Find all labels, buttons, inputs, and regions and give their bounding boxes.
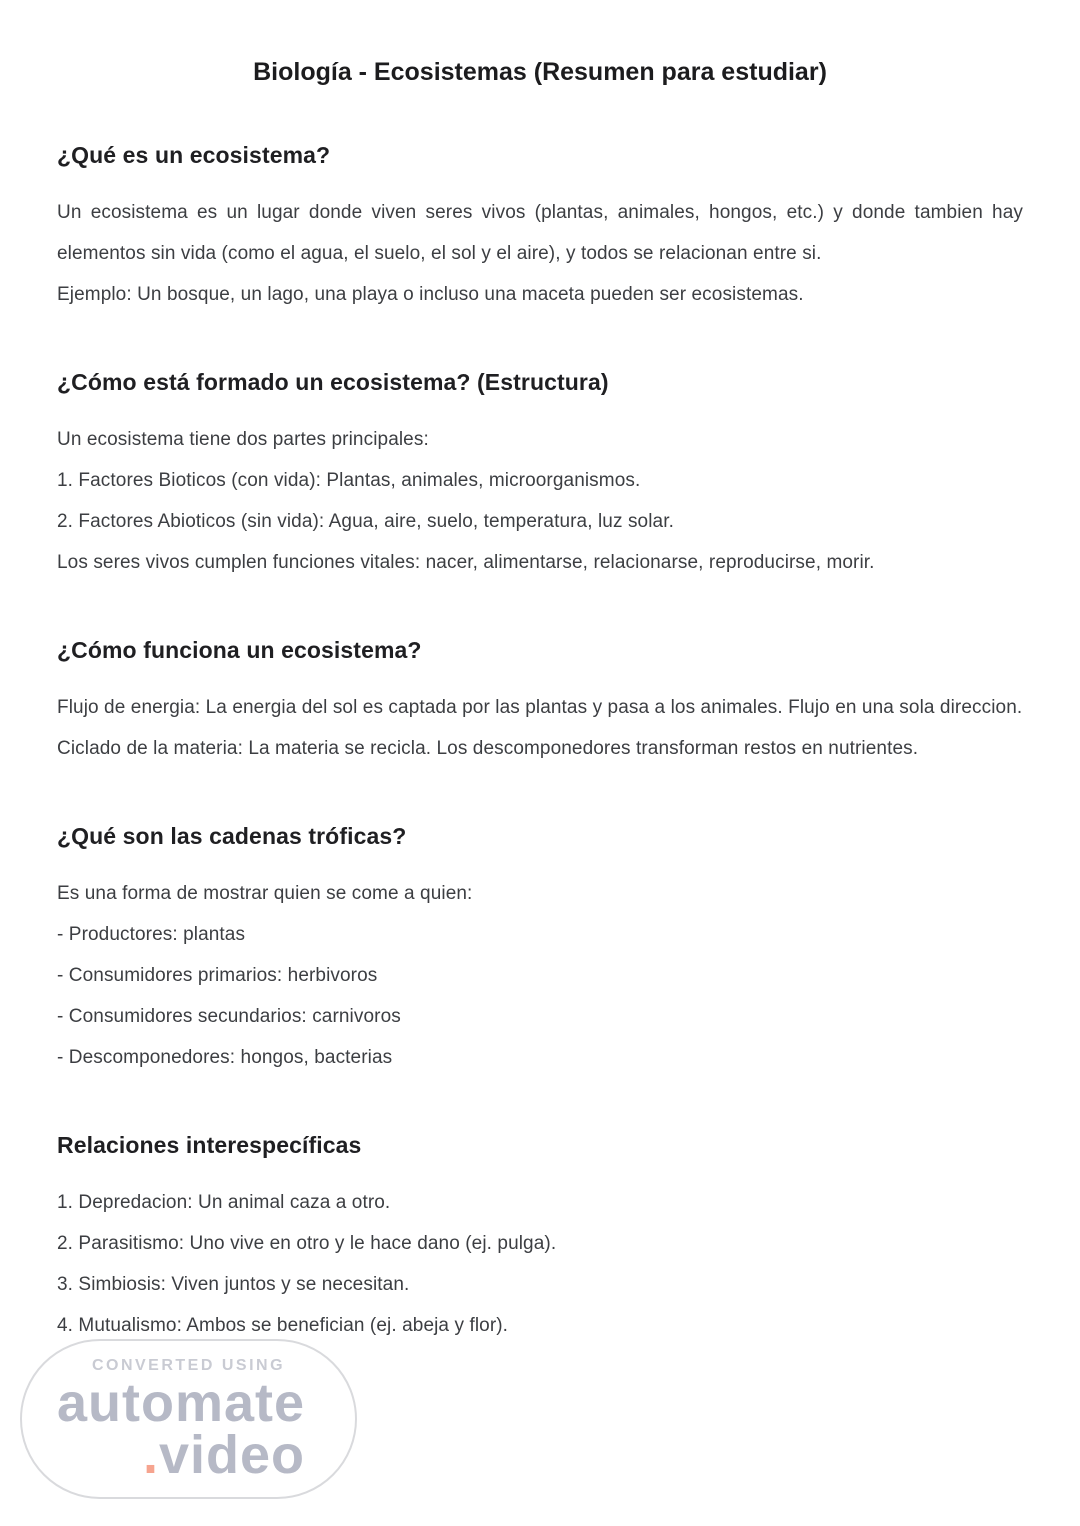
paragraph: Un ecosistema es un lugar donde viven seres vivos (plantas, animales, hongos, etc.) y donde tambien hay elementos sin vida (como el agua, el suelo, el sol y el aire), y todos se relacionan entre si. [57, 202, 1023, 264]
watermark-dot: . [142, 1425, 159, 1485]
list-item: - Productores: plantas [57, 924, 246, 945]
list-item: Los seres vivos cumplen funciones vitales: nacer, alimentarse, relacionarse, reproducirse, morir. [57, 552, 875, 573]
list-item: 1. Factores Bioticos (con vida): Plantas, animales, microorganismos. [57, 470, 641, 491]
watermark-brand-bottom [57, 1425, 305, 1485]
watermark-brand-top: automate [56, 1373, 305, 1433]
section-heading: Relaciones interespecíficas [57, 1132, 362, 1158]
section-que-es-un-ecosistema [57, 140, 1023, 315]
section-heading: ¿Cómo está formado un ecosistema? (Estructura) [57, 369, 609, 395]
watermark-label: CONVERTED USING [91, 1357, 286, 1374]
watermark-logo [56, 1373, 305, 1485]
list-item: - Descomponedores: hongos, bacterias [57, 1047, 393, 1068]
section-heading: ¿Qué es un ecosistema? [57, 142, 331, 168]
paragraph: Ejemplo: Un bosque, un lago, una playa o incluso una maceta pueden ser ecosistemas. [57, 284, 804, 305]
section-funcionamiento [57, 635, 1023, 769]
section-heading: ¿Cómo funciona un ecosistema? [57, 637, 422, 663]
list-item: Es una forma de mostrar quien se come a quien: [57, 883, 473, 904]
paragraph: Ciclado de la materia: La materia se recicla. Los descomponedores transforman restos en nutrientes. [57, 738, 919, 759]
list-item: 1. Depredacion: Un animal caza a otro. [57, 1192, 391, 1213]
list-item: - Consumidores secundarios: carnivoros [57, 1006, 401, 1027]
page-title: Biología - Ecosistemas (Resumen para estudiar) [253, 58, 827, 86]
section-heading: ¿Qué son las cadenas tróficas? [57, 823, 407, 849]
list-item: Un ecosistema tiene dos partes principales: [57, 429, 429, 450]
list-item: 2. Parasitismo: Uno vive en otro y le hace dano (ej. pulga). [57, 1233, 557, 1254]
watermark-badge [20, 1339, 357, 1499]
list-item: - Consumidores primarios: herbivoros [57, 965, 378, 986]
section-cadenas-troficas [57, 821, 1023, 1078]
list-item: 4. Mutualismo: Ambos se benefician (ej. abeja y flor). [57, 1315, 509, 1336]
watermark-brand-name: video [158, 1425, 305, 1485]
list-item: 2. Factores Abioticos (sin vida): Agua, aire, suelo, temperatura, luz solar. [57, 511, 674, 532]
paragraph: Flujo de energia: La energia del sol es captada por las plantas y pasa a los animales. Flujo en una sola direccion. [57, 697, 1023, 718]
section-relaciones-interespecificas [57, 1130, 1023, 1346]
list-item: 3. Simbiosis: Viven juntos y se necesitan. [57, 1274, 410, 1295]
section-estructura [57, 367, 1023, 583]
